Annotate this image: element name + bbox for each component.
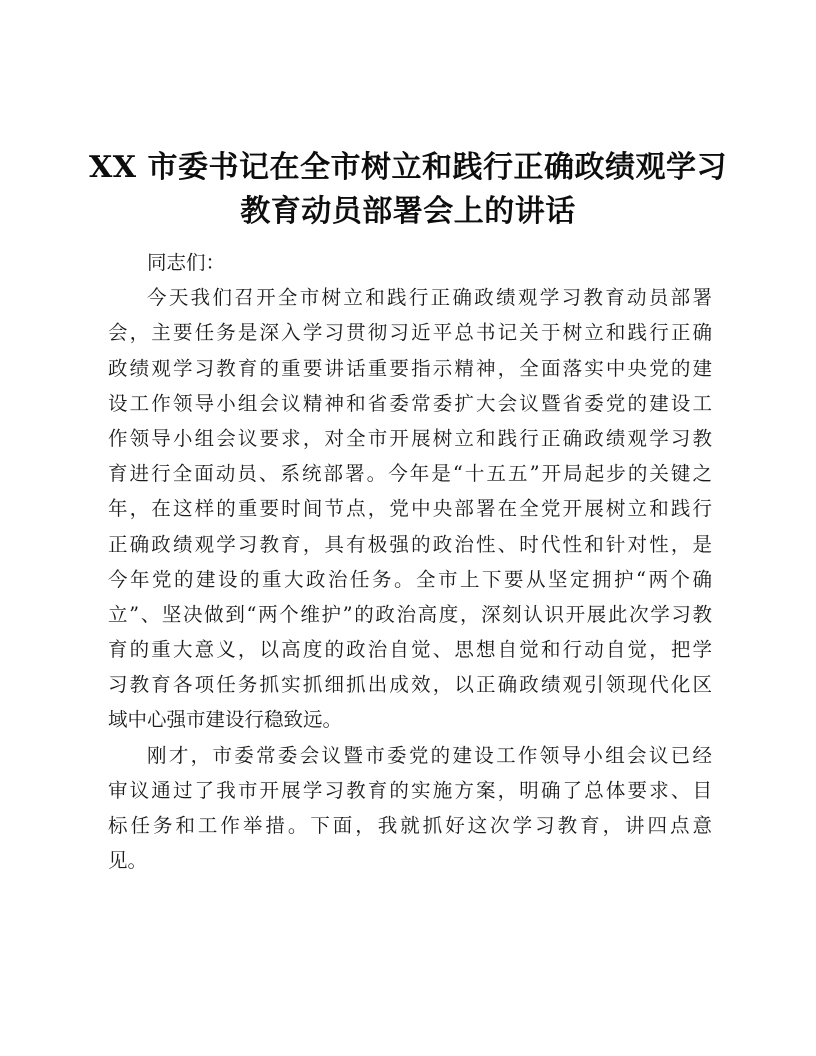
- paragraph-1-line: 立”、坚决做到“两个维护”的政治高度，深刻认识开展此次学习教: [108, 602, 712, 626]
- paragraph-1-line: 政绩观学习教育的重要讲话重要指示精神，全面落实中央党的建: [108, 356, 712, 380]
- paragraph-1-line: 设工作领导小组会议精神和省委常委扩大会议暨省委党的建设工: [108, 391, 712, 415]
- paragraph-1-line: 作领导小组会议要求，对全市开展树立和践行正确政绩观学习教: [108, 426, 712, 450]
- paragraph-1-line: 习教育各项任务抓实抓细抓出成效，以正确政绩观引领现代化区: [108, 673, 712, 697]
- paragraph-2-line: 审议通过了我市开展学习教育的实施方案，明确了总体要求、目: [108, 778, 712, 802]
- title-line-2: 教育动员部署会上的讲话: [240, 194, 576, 229]
- paragraph-2-line: 见。: [108, 849, 148, 873]
- paragraph-1-line: 育的重大意义，以高度的政治自觉、思想自觉和行动自觉，把学: [108, 638, 712, 662]
- paragraph-2-line: 标任务和工作举措。下面，我就抓好这次学习教育，讲四点意: [108, 814, 712, 837]
- document-title: [80, 146, 736, 234]
- paragraph-1-line: 会，主要任务是深入学习贯彻习近平总书记关于树立和践行正确: [108, 321, 712, 345]
- paragraph-1-line: 正确政绩观学习教育，具有极强的政治性、时代性和针对性，是: [108, 532, 712, 556]
- paragraph-1-line: 今天我们召开全市树立和践行正确政绩观学习教育动员部署: [147, 286, 712, 310]
- paragraph-1-line: 域中心强市建设行稳致远。: [108, 708, 343, 732]
- document-body: [108, 245, 712, 878]
- paragraph-2-line: 刚才，市委常委会议暨市委党的建设工作领导小组会议已经: [147, 743, 712, 767]
- paragraph-2: [108, 738, 712, 879]
- paragraph-1-line: 年，在这样的重要时间节点，党中央部署在全党开展树立和践行: [108, 497, 712, 521]
- salutation: 同志们：: [147, 251, 226, 274]
- paragraph-1: [108, 280, 712, 737]
- title-line-1: XX 市委书记在全市树立和践行正确政绩观学习: [89, 150, 727, 185]
- paragraph-1-line: 育进行全面动员、系统部署。今年是“十五五”开局起步的关键之: [108, 462, 712, 486]
- paragraph-1-line: 今年党的建设的重大政治任务。全市上下要从坚定拥护“两个确: [108, 567, 712, 591]
